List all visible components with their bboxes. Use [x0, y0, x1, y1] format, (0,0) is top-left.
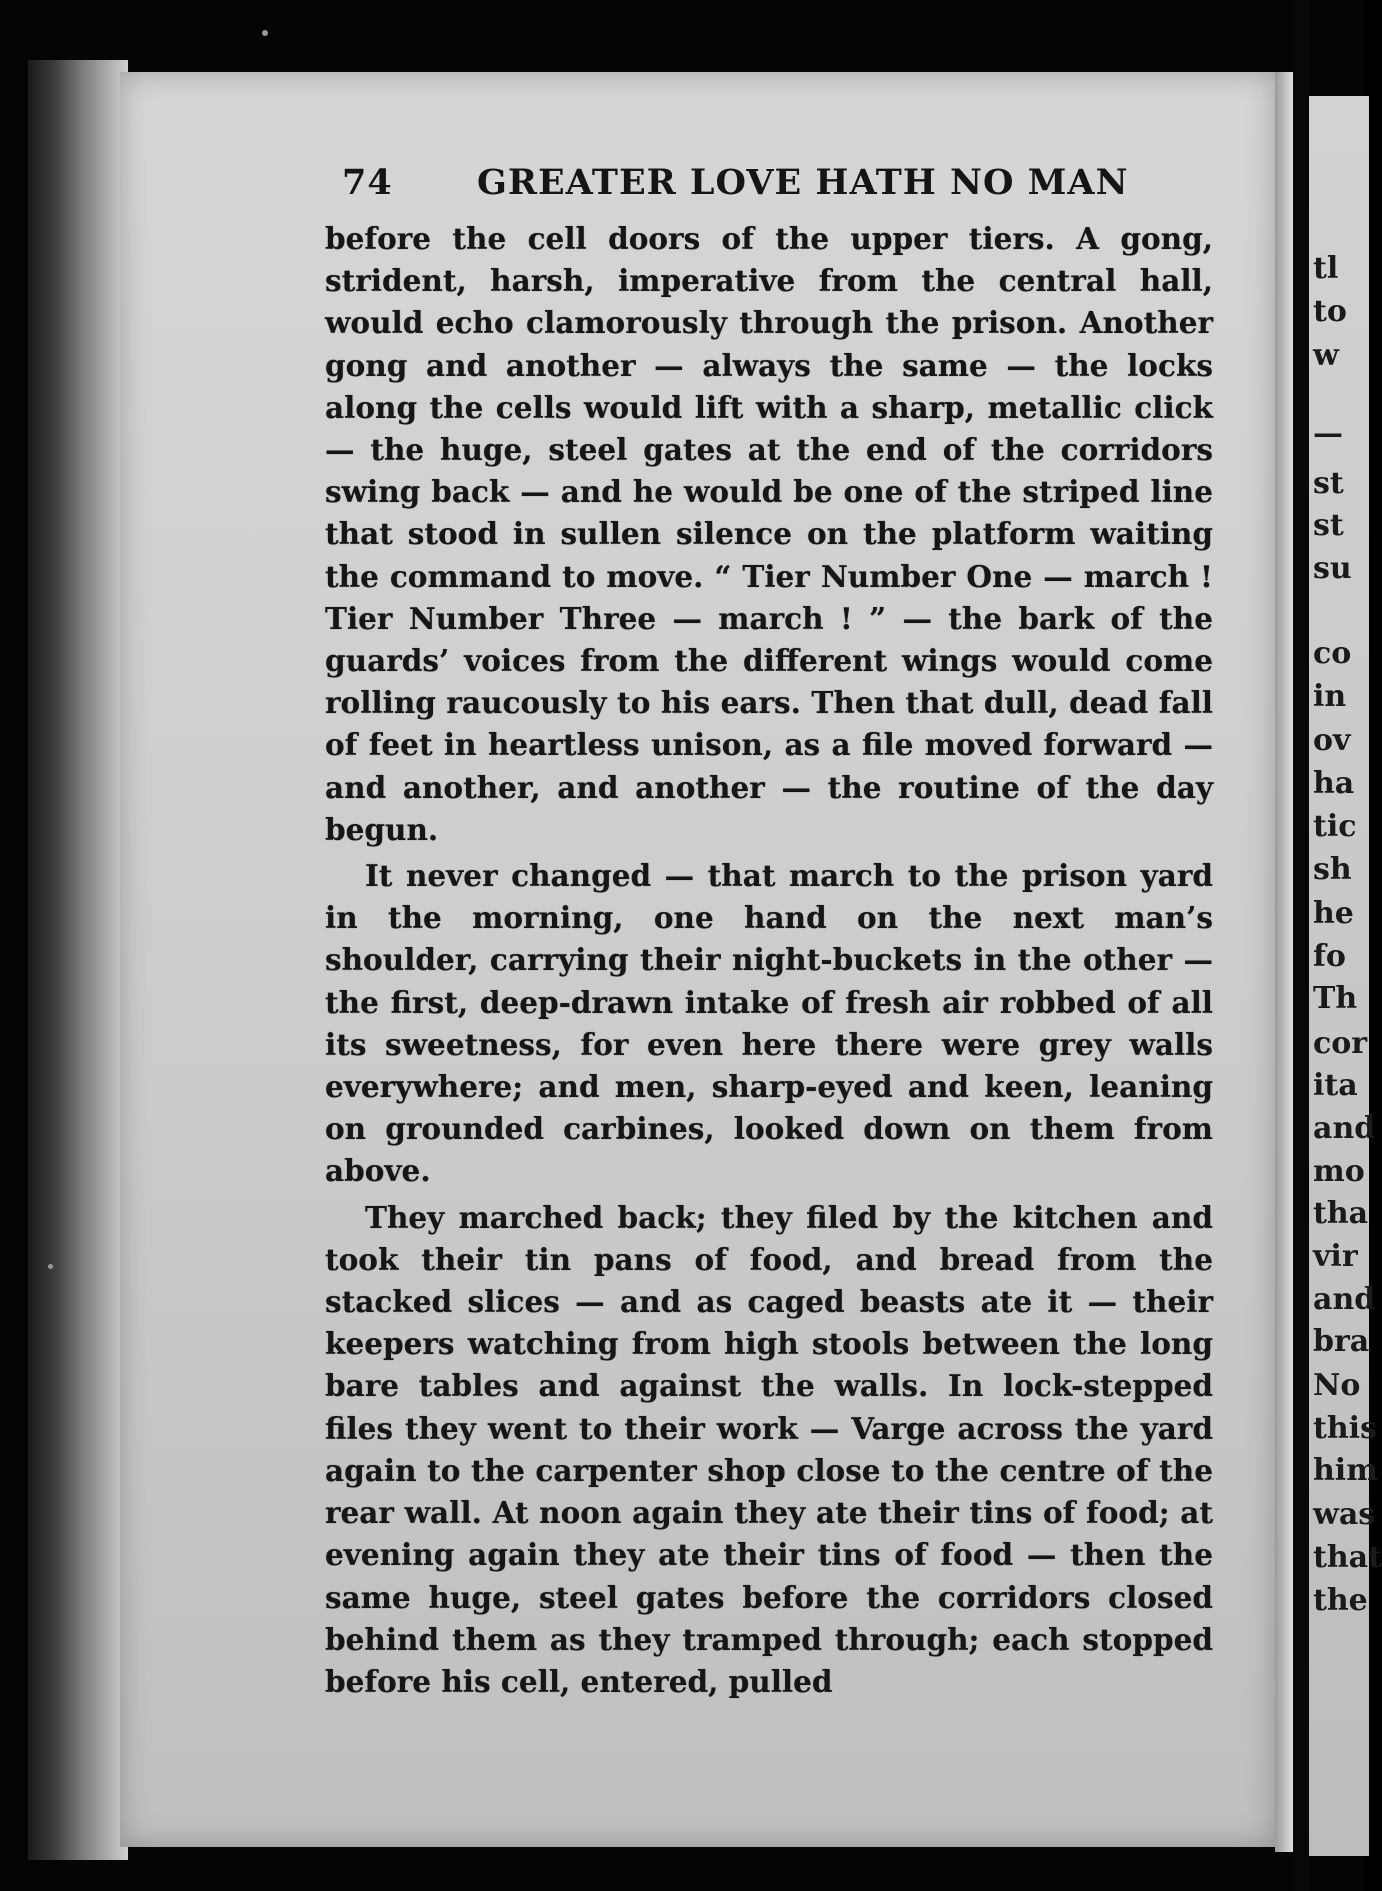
paragraph-continued: before the cell doors of the upper tiers. A gong, strident, harsh, imperative from the central hall, would echo clamorously through the prison. Another gong and another — always the same — the locks along the cells would lift with a sharp, metallic click — the huge, steel gates at the end of the corridors swing back — and he would be one of the striped line that stood in sullen silence on the platform waiting the command to move. “ Tier Number One — march ! Tier Number Three — march ! ” — the bark of the guards’ voices from the different wings would come rolling raucously to his ears. Then that dull, dead fall of feet in heartless unison, as a file moved forward — and another, and another — the routine of the day begun.: [325, 221, 1213, 847]
facing-page-fragment: Th: [1313, 981, 1358, 1016]
book-binding-edge: [28, 60, 128, 1860]
facing-page-fragment: tic: [1313, 809, 1357, 844]
facing-page-fragment: mo: [1313, 1154, 1365, 1189]
paragraph-march: It never changed — that march to the prison yard in the morning, one hand on the next man’s shoulder, carrying their night-buckets in the other — the first, deep-drawn intake of fresh air robbed of all its sweetness, for even here there were grey walls everywhere; and men, sharp-eyed and keen, leaning on grounded carbines, looked down on them from above.: [325, 858, 1213, 1189]
facing-page-fragment: co: [1313, 636, 1352, 671]
facing-page-fragment: he: [1313, 896, 1354, 931]
facing-page-fragment: st: [1313, 466, 1344, 501]
running-header: [342, 162, 1129, 203]
facing-page-fragment: ov: [1313, 723, 1351, 758]
facing-page-fragment: and: [1313, 1282, 1376, 1317]
facing-page-fragment: sh: [1313, 852, 1352, 887]
running-head-title: GREATER LOVE HATH NO MAN: [477, 162, 1129, 203]
facing-page-fragment: No: [1313, 1368, 1361, 1403]
facing-page-fragment: w: [1313, 338, 1339, 373]
page-divider: [1293, 0, 1309, 1891]
facing-page-fragment: him: [1313, 1453, 1378, 1488]
facing-page-fragment: the: [1313, 1583, 1368, 1618]
page-number: 74: [342, 162, 393, 203]
facing-page-fragment: was: [1313, 1497, 1376, 1532]
facing-page-fragment: ha: [1313, 766, 1355, 801]
facing-page-fragment: this: [1313, 1411, 1377, 1446]
dust-speck: [262, 30, 268, 36]
facing-page-fragment: tha: [1313, 1196, 1369, 1231]
facing-page-fragment: cor: [1313, 1026, 1368, 1061]
facing-page-fragment: and: [1313, 1111, 1376, 1146]
facing-page-fragment: tl: [1313, 251, 1339, 286]
page-gutter: [1275, 72, 1293, 1852]
facing-page-fragment: bra: [1313, 1324, 1370, 1359]
paragraph-meals: They marched back; they filed by the kitchen and took their tin pans of food, and bread from the stacked slices — and as caged beasts ate it — their keepers watching from high stools between the long bare tables and against the walls. In lock-stepped files they went to their work — Varge across the yard again to the carpenter shop close to the centre of the rear wall. At noon again they ate their tins of food; at evening again they ate their tins of food — then the same huge, steel gates before the corridors closed behind them as they tramped through; each stopped before his cell, entered, pulled: [325, 1199, 1213, 1699]
facing-page-fragment: —: [1313, 416, 1343, 451]
facing-page-edge: [1309, 96, 1382, 1856]
facing-page-fragment: st: [1313, 508, 1344, 543]
dust-speck: [48, 1264, 53, 1269]
facing-page-fragment: in: [1313, 679, 1347, 714]
facing-page-fragment: to: [1313, 294, 1347, 329]
facing-page-fragment: ita: [1313, 1068, 1358, 1103]
page-body: [325, 218, 1213, 1703]
facing-page-fragment: su: [1313, 551, 1352, 586]
facing-page-fragment: vir: [1313, 1239, 1358, 1274]
facing-page-fragment: fo: [1313, 939, 1346, 974]
facing-page-fragment: that: [1313, 1540, 1382, 1575]
